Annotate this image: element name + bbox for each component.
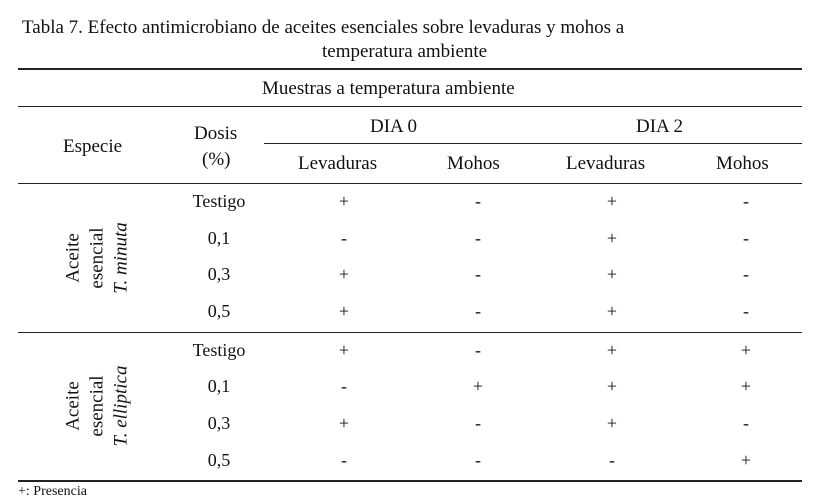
result-cell: + [606,191,618,211]
result-cell: - [743,228,749,248]
result-cell: + [338,340,350,360]
dose-cell: 0,3 [207,413,231,433]
dose-header-line-2: (%) [202,149,231,170]
result-cell: + [740,450,752,470]
sub-header-day0-levaduras: Levaduras [298,153,378,174]
result-cell: - [341,376,347,396]
header-bottom-rule [18,183,802,184]
result-cell: + [606,264,618,284]
top-rule [18,68,802,70]
result-cell: - [743,264,749,284]
dose-cell: 0,5 [207,450,231,470]
result-cell: + [740,376,752,396]
result-cell: - [475,264,481,284]
result-cell: + [338,301,350,321]
result-cell: - [743,191,749,211]
table-caption-line-2: temperatura ambiente [322,41,488,62]
group-label-line-1: Aceite [62,381,84,431]
result-cell: - [475,301,481,321]
result-cell: + [472,376,484,396]
result-cell: - [743,301,749,321]
result-cell: + [606,301,618,321]
group-label-line-2: esencial [86,227,108,289]
sub-header-day2-mohos: Mohos [716,153,769,174]
result-cell: + [338,413,350,433]
dose-cell: 0,3 [207,264,231,284]
group-label-line-2: esencial [86,375,108,437]
bottom-rule [18,480,802,482]
result-cell: - [609,450,615,470]
table-caption-line-1: Tabla 7. Efecto antimicrobiano de aceites esenciales sobre levaduras y mohos a [22,17,625,38]
group-label-line-1: Aceite [62,233,84,283]
result-cell: + [606,340,618,360]
group-header: Muestras a temperatura ambiente [262,78,515,99]
result-cell: - [475,450,481,470]
group-separator-rule [18,332,802,333]
result-cell: - [475,191,481,211]
sub-header-day0-mohos: Mohos [447,153,500,174]
result-cell: - [341,450,347,470]
day0-header: DIA 0 [370,116,417,137]
result-cell: - [475,413,481,433]
result-cell: + [606,228,618,248]
result-cell: - [341,228,347,248]
species-header: Especie [63,136,123,157]
group-header-rule [18,106,802,107]
dose-cell: Testigo [192,340,246,360]
group-label-t-elliptica [61,366,132,447]
day2-header: DIA 2 [636,116,683,137]
dose-header-line-1: Dosis [194,123,238,144]
result-cell: - [475,340,481,360]
footnote: +: Presencia [18,484,87,499]
dose-cell: 0,5 [207,301,231,321]
group-label-t-minuta [61,222,132,293]
result-cell: + [338,191,350,211]
sub-header-day2-levaduras: Levaduras [566,153,646,174]
dose-cell: 0,1 [207,228,231,248]
result-cell: - [475,228,481,248]
dose-cell: 0,1 [207,376,231,396]
result-cell: + [338,264,350,284]
result-cell: + [740,340,752,360]
dose-cell: Testigo [192,191,246,211]
group-species-name: T. elliptica [109,365,131,447]
day-header-rule [264,143,802,144]
group-species-name: T. minuta [109,222,131,294]
result-cell: - [743,413,749,433]
result-cell: + [606,413,618,433]
result-cell: + [606,376,618,396]
